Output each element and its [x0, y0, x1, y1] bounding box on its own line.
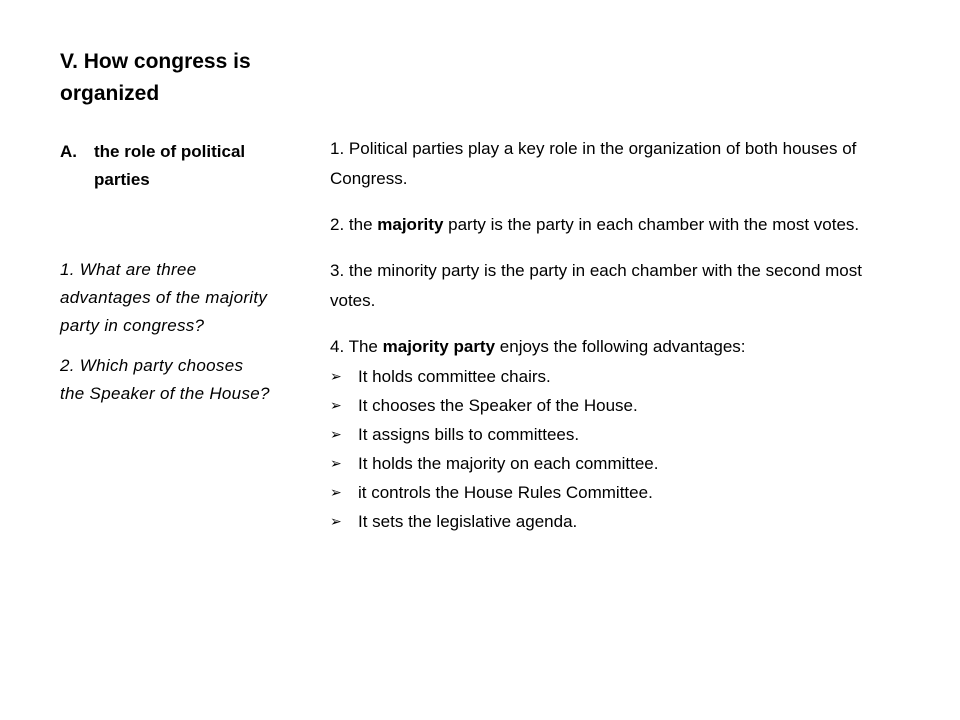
notes-column [330, 134, 910, 536]
list-item: ➢ It holds the majority on each committee. [330, 449, 910, 478]
arrow-bullet-icon: ➢ [330, 368, 342, 384]
note-4 [330, 332, 910, 362]
slide-title: V. How congress is organized [60, 50, 251, 105]
arrow-bullet-icon: ➢ [330, 513, 342, 529]
study-questions [60, 256, 270, 420]
section-letter: A. [60, 142, 77, 161]
note-4-bold: majority party [382, 337, 496, 356]
list-item: ➢ It assigns bills to committees. [330, 420, 910, 449]
list-item: ➢ It chooses the Speaker of the House. [330, 391, 910, 420]
note-2-post: party is the party in each chamber with the most votes. [443, 215, 860, 234]
arrow-bullet-icon: ➢ [330, 397, 342, 413]
arrow-bullet-icon: ➢ [330, 455, 342, 471]
list-item: ➢ It sets the legislative agenda. [330, 507, 910, 536]
section-heading [60, 138, 290, 194]
note-2-bold: majority [377, 215, 444, 234]
note-1: 1. Political parties play a key role in the organization of both houses of Congress. [330, 139, 857, 188]
arrow-bullet-icon: ➢ [330, 426, 342, 442]
list-item: ➢ it controls the House Rules Committee. [330, 478, 910, 507]
arrow-bullet-icon: ➢ [330, 484, 342, 500]
note-4-pre: 4. The [330, 337, 383, 356]
note-3: 3. the minority party is the party in each chamber with the second most votes. [330, 261, 862, 310]
note-2 [330, 210, 910, 240]
section-text: the role of political parties [94, 142, 246, 189]
question-2: 2. Which party chooses the Speaker of the House? [60, 356, 270, 403]
question-1: 1. What are three advantages of the majority party in congress? [60, 260, 268, 335]
note-2-pre: 2. the [330, 215, 378, 234]
list-item: ➢ It holds committee chairs. [330, 362, 910, 391]
note-4-post: enjoys the following advantages: [495, 337, 746, 356]
advantages-list [330, 362, 910, 536]
